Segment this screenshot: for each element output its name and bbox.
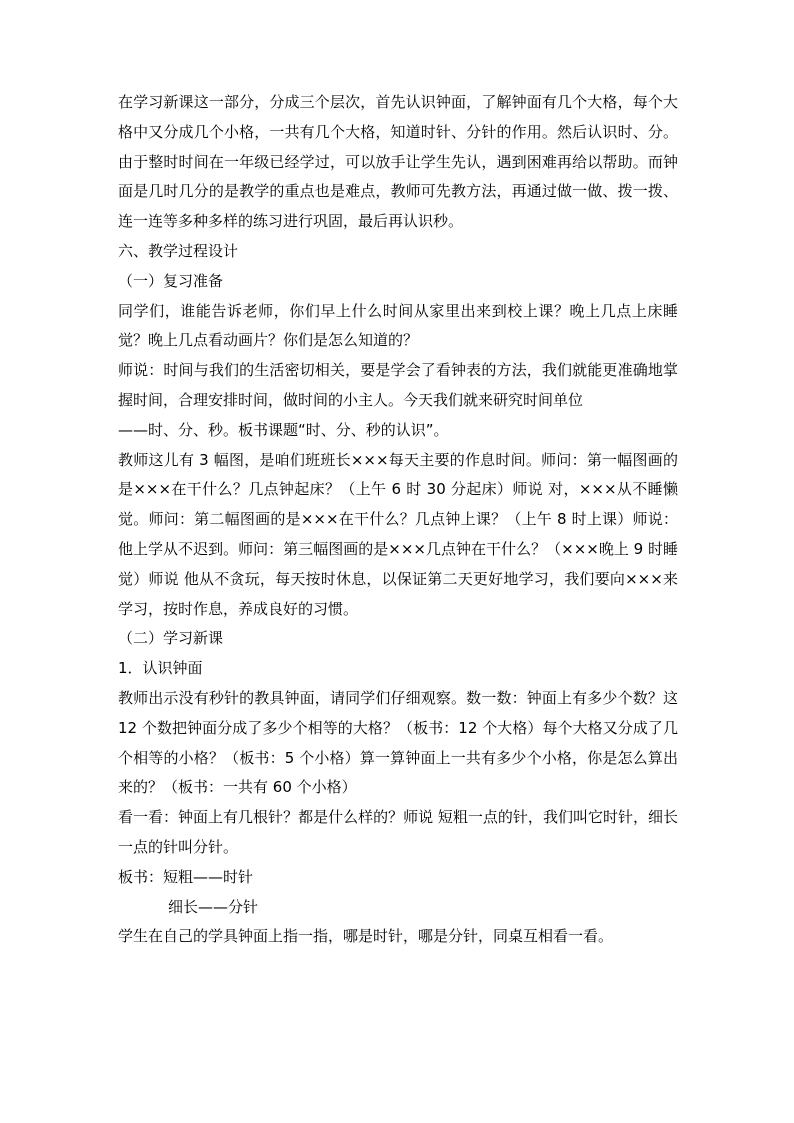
paragraph-questions: 同学们，谁能告诉老师，你们早上什么时间从家里出来到校上课？晚上几点上床睡觉？晚上几点看动画片？你们是怎么知道的？ — [118, 301, 678, 350]
document-body — [118, 88, 678, 952]
board-note-hour-hand: 板书：短粗——时针 — [118, 867, 254, 886]
paragraph-student-activity: 学生在自己的学具钟面上指一指，哪是时针，哪是分针，同桌互相看一看。 — [118, 927, 614, 946]
subsection-heading-new-lesson: （二）学习新课 — [118, 629, 224, 648]
subsection-heading-review: （一）复习准备 — [118, 271, 224, 290]
paragraph-clock-hands: 看一看：钟面上有几根针？都是什么样的？师说 短粗一点的针，我们叫它时针，细长一点的针叫分针。 — [118, 808, 678, 856]
board-note-minute-hand: 细长——分针 — [168, 897, 259, 916]
paragraph-three-pictures: 教师这儿有 3 幅图，是咱们班班长×××每天主要的作息时间。师问：第一幅图画的是×××在干什么？几点钟起床？（上午 6 时 30 分起床）师说 对，×××从不睡懒觉。师问：第二幅图画的是×××在干什么？几点钟上课？（上午 8 时上课）师说：他上学从不迟到。师问：第三幅图画的是×××几点钟在干什么？（×××晚上 9 时睡觉）师说 他从不贪玩，每天按时休息，以保证第二天更好地学习，我们要向×××来学习，按时作息，养成良好的习惯。 — [118, 450, 678, 618]
paragraph-teacher-says: 师说：时间与我们的生活密切相关，要是学会了看钟表的方法，我们就能更准确地掌握时间，合理安排时间，做时间的小主人。今天我们就来研究时间单位 — [118, 361, 678, 409]
paragraph-topic-title: ——时、分、秒。板书课题“时、分、秒的认识”。 — [118, 420, 449, 439]
item-heading-clock-face: 1．认识钟面 — [118, 659, 203, 678]
paragraph-intro: 在学习新课这一部分，分成三个层次，首先认识钟面，了解钟面有几个大格，每个大格中又分成几个小格，一共有几个大格，知道时针、分针的作用。然后认识时、分。由于整时时间在一年级已经学过，可以放手让学生先认，遇到困难再给以帮助。而钟面是几时几分的是教学的重点也是难点，教师可先教方法，再通过做一做、拨一拨、连一连等多种多样的练习进行巩固，最后再认识秒。 — [118, 93, 678, 231]
section-heading-teaching-process: 六、教学过程设计 — [118, 241, 239, 260]
paragraph-clock-face: 教师出示没有秒针的教具钟面，请同学们仔细观察。数一数：钟面上有多少个数？这 12 个数把钟面分成了多少个相等的大格？（板书：12 个大格）每个大格又分成了几个相等的小格？（板书：5 个小格）算一算钟面上一共有多少个小格，你是怎么算出来的？（板书：一共有 60 个小格） — [118, 688, 678, 797]
